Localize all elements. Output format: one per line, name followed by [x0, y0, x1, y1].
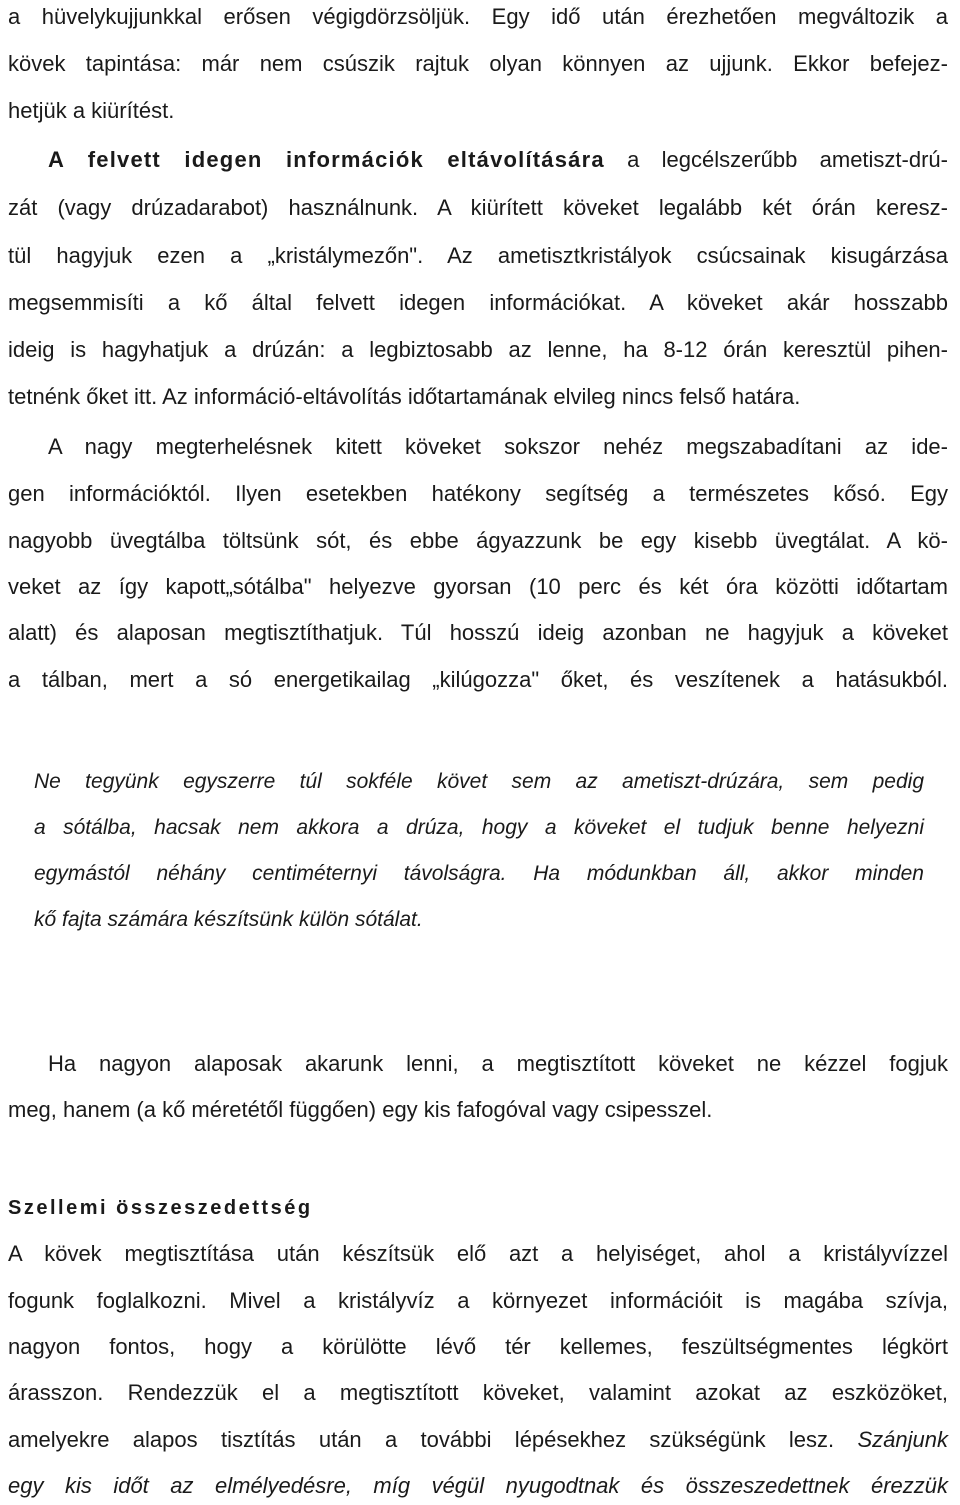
text-line: a tálban, mert a só energetikailag „kilúgozza" őket, és veszítenek a hatásukból.: [8, 667, 948, 692]
note-line: a sótálba, hacsak nem akkora a drúza, hogy a köveket el tudjuk benne helyezni: [34, 816, 924, 839]
note-line: egymástól néhány centiméternyi távolságra. Ha módunkban áll, akkor minden: [34, 862, 924, 885]
text-line: fogunk foglalkozni. Mivel a kristályvíz a környezet információit is magába szívja,: [8, 1288, 948, 1313]
text-line: A kövek megtisztítása után készítsük elő azt a helyiséget, ahol a kristályvízzel: [8, 1241, 948, 1266]
text-line: hetjük a kiürítést.: [8, 98, 175, 123]
text-line: megsemmisíti a kő által felvett idegen információkat. A köveket akár hosszabb: [8, 290, 948, 315]
text-line: tetnénk őket itt. Az információ-eltávolítás időtartamának elvileg nincs felső határa.: [8, 384, 801, 409]
italic-span: Szánjunk: [857, 1427, 948, 1452]
text-line: tül hagyjuk ezen a „kristálymezőn". Az ametisztkristályok csúcsainak kisugárzása: [8, 243, 948, 268]
text-line: gen információktól. Ilyen esetekben hatékony segítség a természetes kősó. Egy: [8, 481, 948, 506]
text-span: a legcélszerűbb ametiszt-drú-: [604, 147, 948, 172]
text-span: amelyekre alapos tisztítás után a további lépésekhez szükségünk lesz.: [8, 1427, 858, 1452]
text-line: nagyon fontos, hogy a körülötte lévő tér kellemes, feszültségmentes légkört: [8, 1334, 948, 1359]
note-line: kő fajta számára készítsünk külön sótálat.: [34, 908, 423, 931]
note-line: Ne tegyünk egyszerre túl sokféle követ sem az ametiszt-drúzára, sem pedig: [34, 770, 924, 793]
bold-lead: A felvett idegen információk eltávolítására: [48, 147, 605, 172]
text-line: veket az így kapott„sótálba" helyezve gyorsan (10 perc és két óra közötti időtartam: [8, 574, 948, 599]
text-line: meg, hanem (a kő méretétől függően) egy kis fafogóval vagy csipesszel.: [8, 1097, 713, 1122]
text-line: zát (vagy drúzadarabot) használnunk. A kiürített köveket legalább két órán keresz-: [8, 195, 948, 220]
text-line: Ha nagyon alaposak akarunk lenni, a megtisztított köveket ne kézzel fogjuk: [48, 1051, 948, 1076]
text-line: A nagy megterhelésnek kitett köveket sokszor nehéz megszabadítani az ide-: [48, 434, 948, 459]
text-line: [48, 145, 948, 175]
text-line: nagyobb üvegtálba töltsünk sót, és ebbe ágyazzunk be egy kisebb üvegtálat. A kö-: [8, 528, 948, 553]
text-line: a hüvelykujjunkkal erősen végigdörzsöljük. Egy idő után érezhetően megváltozik a: [8, 4, 948, 29]
text-line: egy kis időt az elmélyedésre, míg végül nyugodtnak és összeszedettnek érezzük: [8, 1473, 948, 1498]
text-line: ideig is hagyhatjuk a drúzán: a legbiztosabb az lenne, ha 8-12 órán keresztül pihen-: [8, 337, 948, 362]
section-heading: Szellemi összeszedettség: [8, 1197, 313, 1219]
text-line: [8, 1425, 948, 1455]
text-line: kövek tapintása: már nem csúszik rajtuk olyan könnyen az ujjunk. Ekkor befejez-: [8, 51, 948, 76]
text-line: alatt) és alaposan megtisztíthatjuk. Túl hosszú ideig azonban ne hagyjuk a köveket: [8, 620, 948, 645]
text-line: árasszon. Rendezzük el a megtisztított köveket, valamint azokat az eszközöket,: [8, 1380, 948, 1405]
